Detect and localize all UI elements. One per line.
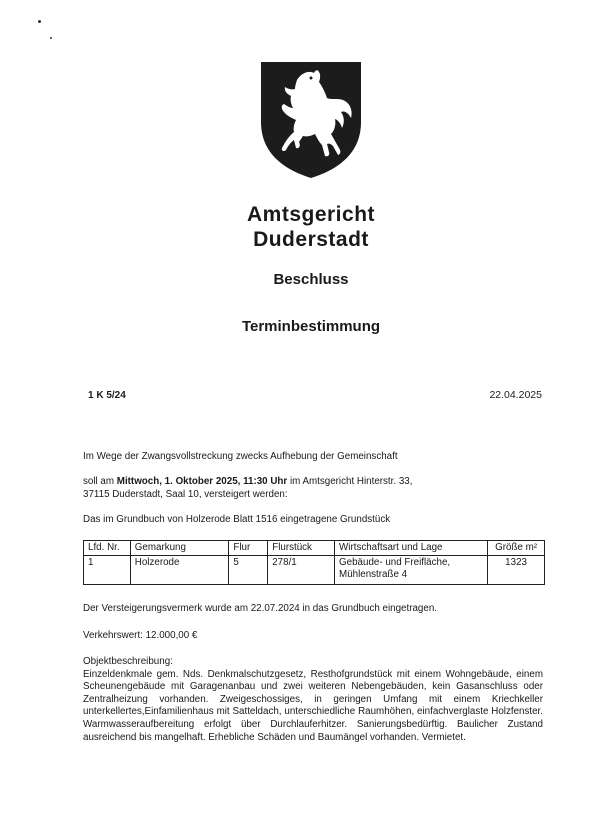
market-value: Verkehrswert: 12.000,00 €: [83, 630, 198, 641]
auction-paragraph: [83, 476, 543, 501]
table-cell: 1: [84, 556, 131, 585]
table-header-row: [84, 541, 545, 556]
auction-datetime: Mittwoch, 1. Oktober 2025, 11:30 Uhr: [116, 476, 288, 487]
table-cell: 5: [229, 556, 268, 585]
plot-intro: Das im Grundbuch von Holzerode Blatt 1516 eingetragene Grundstück: [83, 514, 391, 525]
case-number: 1 K 5/24: [88, 390, 126, 401]
auction-location: im Amtsgericht Hinterstr. 33,: [289, 476, 413, 487]
auction-prefix: soll am: [83, 476, 115, 487]
table-cell: Holzerode: [130, 556, 229, 585]
description-label: Objektbeschreibung:: [83, 656, 173, 667]
table-cell: 1323: [488, 556, 545, 585]
document-date: 22.04.2025: [489, 389, 542, 401]
table-cell: 278/1: [268, 556, 335, 585]
column-header: Größe m²: [488, 541, 545, 556]
document-title: Beschluss: [273, 271, 349, 288]
table-cell: Gebäude- und Freifläche, Mühlenstraße 4: [335, 556, 488, 585]
column-header: Wirtschaftsart und Lage: [335, 541, 488, 556]
table-row: [84, 556, 545, 585]
court-name-line1: Amtsgericht: [246, 203, 376, 226]
object-description: [83, 656, 543, 744]
scan-speck: [50, 37, 52, 39]
lower-saxony-horse-crest-icon: [259, 60, 363, 180]
document-subtitle: Terminbestimmung: [241, 318, 381, 335]
column-header: Gemarkung: [130, 541, 229, 556]
column-header: Flurstück: [268, 541, 335, 556]
column-header: Lfd. Nr.: [84, 541, 131, 556]
description-text: Einzeldenkmale gem. Nds. Denkmalschutzgesetz, Resthofgrundstück mit einem Wohngebäude, einem Scheunengebäude mit Garagenanbau und zwei weiteren Nebengebäuden, kein Gasanschluss oder Zentralheizung vorhanden. Zweigeschossiges, in geringen Umfang mit einem Kriechkeller unterkellertes,Einfamilienhaus mit Satteldach, unterschiedliche Raumhöhen, einfachverglaste Holzfenster. Warmwasseraufbereitung erfolgt über Durchlauferhitzer. Sanierungsbedürftig. Baulicher Zustand ausreichend bis mangelhaft. Erhebliche Schäden und Baumängel vorhanden. Vermietet.: [83, 668, 543, 743]
auction-location-line2: 37115 Duderstadt, Saal 10, versteigert werden:: [83, 488, 288, 500]
intro-paragraph: Im Wege der Zwangsvollstreckung zwecks Aufhebung der Gemeinschaft: [83, 451, 398, 462]
column-header: Flur: [229, 541, 268, 556]
scan-speck: [38, 20, 41, 23]
registration-note: Der Versteigerungsvermerk wurde am 22.07.2024 in das Grundbuch eingetragen.: [83, 603, 437, 614]
court-name-line2: Duderstadt: [253, 228, 369, 251]
plot-table: [83, 540, 545, 585]
